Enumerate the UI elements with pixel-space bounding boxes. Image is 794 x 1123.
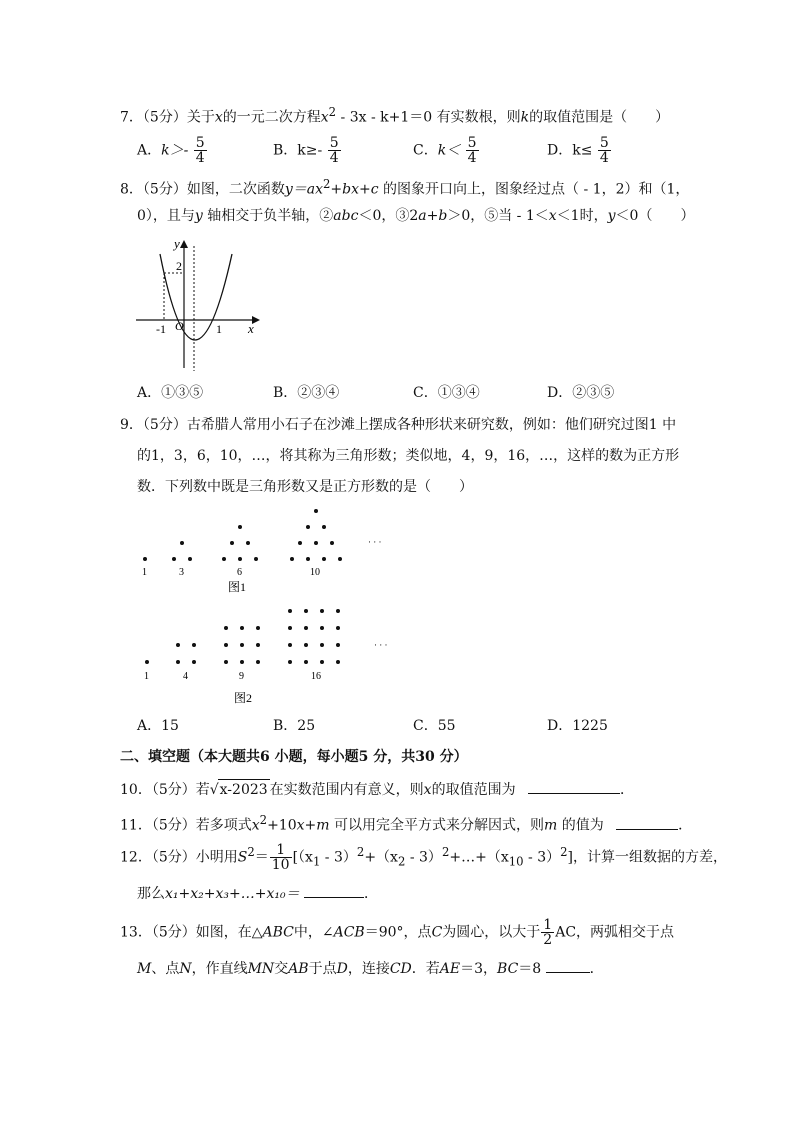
q13-stem-line2: M、点N，作直线MN交AB于点D，连接CD．若AE＝3，BC＝8 ． bbox=[137, 958, 604, 979]
q8-parabola-graph bbox=[134, 236, 274, 376]
fig1-label-3: 3 bbox=[179, 567, 184, 578]
q9-stem-line3: 数．下列数中既是三角形数又是正方形数的是（ ） bbox=[137, 479, 473, 495]
fig2-label-1: 1 bbox=[144, 671, 149, 682]
fig1-title: 图1 bbox=[228, 580, 247, 594]
q11-answer-blank[interactable] bbox=[616, 815, 678, 830]
q9-figure-2 bbox=[136, 602, 396, 708]
q10-answer-blank[interactable] bbox=[528, 779, 620, 794]
fig2-label-4: 4 bbox=[183, 671, 188, 682]
q8-option-b[interactable]: B．②③④ bbox=[273, 385, 340, 401]
q13-answer-blank[interactable] bbox=[546, 958, 590, 973]
graph-label-y: y bbox=[174, 236, 180, 251]
q9-figure-1 bbox=[136, 505, 396, 595]
triangle-1 bbox=[143, 557, 147, 561]
fig1-label-6: 6 bbox=[237, 567, 242, 578]
fig2-ellipsis: · · · bbox=[374, 640, 388, 650]
q8-option-d[interactable]: D．②③⑤ bbox=[547, 385, 615, 401]
q7-option-d[interactable]: D．k≤ $\frac{5}{4}$ bbox=[547, 135, 609, 166]
q9-option-d[interactable]: D．1225 bbox=[547, 718, 608, 734]
q10-stem: 10．（5分）若√x-2023 在实数范围内有意义，则x的取值范围为 ． bbox=[120, 779, 634, 800]
triangle-6 bbox=[222, 525, 258, 561]
q9-stem-line1: 9．（5分）古希腊人常用小石子在沙滩上摆成各种形状来研究数，例如：他们研究过图1 中 bbox=[120, 417, 677, 433]
q8-stem-line2: 0），且与y 轴相交于负半轴，②abc＜0，③2a+b＞0，⑤当 - 1＜x＜1时，y＜0（ ） bbox=[137, 208, 695, 224]
fig2-title: 图2 bbox=[234, 691, 253, 705]
graph-label-2: 2 bbox=[176, 259, 182, 273]
q12-answer-blank[interactable] bbox=[304, 883, 364, 898]
q7-option-a[interactable]: A．k＞- $\frac{5}{4}$ bbox=[137, 135, 205, 166]
q12-stem-line2: 那么x₁+x₂+x₃+…+x₁₀＝ ． bbox=[137, 883, 378, 904]
q9-option-b[interactable]: B．25 bbox=[273, 718, 316, 734]
fig2-label-9: 9 bbox=[239, 671, 244, 682]
q7-stem: 7．（5分）关于x的一元二次方程$x^2 - 3x - k+1=0$ 有实数根，则k的取值范围是（ ） bbox=[120, 105, 670, 126]
graph-label-1: 1 bbox=[216, 322, 222, 336]
graph-label-minus1: -1 bbox=[156, 322, 166, 336]
q8-stem-line1: 8．（5分）如图，二次函数$y=ax^2+bx+c$ 的图象开口向上，图象经过点（ - 1，2）和（1， bbox=[120, 177, 690, 198]
graph-label-origin: O bbox=[175, 319, 184, 333]
q7-option-b[interactable]: B．k≥- $\frac{5}{4}$ bbox=[273, 135, 339, 166]
triangle-10 bbox=[290, 509, 342, 561]
square-4 bbox=[176, 643, 196, 664]
q8-option-a[interactable]: A．①③⑤ bbox=[137, 385, 204, 401]
section-2-title: 二、填空题（本大题共6 小题，每小题5 分，共30 分） bbox=[120, 749, 468, 765]
triangle-3 bbox=[172, 541, 192, 561]
q8-option-c[interactable]: C．①③④ bbox=[413, 385, 480, 401]
q7-option-c[interactable]: C．k＜ $\frac{5}{4}$ bbox=[413, 135, 477, 166]
square-1 bbox=[145, 660, 149, 664]
q9-option-a[interactable]: A．15 bbox=[137, 718, 179, 734]
q9-option-c[interactable]: C．55 bbox=[413, 718, 456, 734]
q12-stem-line1: 12．（5分）小明用$S^2=$ $\frac{1}{10}$ [$(x_1 - 3)^2+(x_2$ - $3)^2+\dots+(x_{10} - 3)^2$]，计算一组数据的方差， bbox=[120, 842, 727, 874]
graph-label-x: x bbox=[248, 321, 254, 336]
fig1-label-10: 10 bbox=[310, 567, 320, 578]
fig1-label-1: 1 bbox=[142, 567, 147, 578]
fig1-ellipsis: · · · bbox=[368, 537, 382, 547]
square-16 bbox=[288, 609, 340, 664]
fig2-label-16: 16 bbox=[311, 671, 321, 682]
square-9 bbox=[224, 626, 260, 664]
q11-stem: 11．（5分）若多项式$x^2+10x+m$ 可以用完全平方式来分解因式，则m 的值为 ． bbox=[120, 813, 693, 834]
y-axis-arrow bbox=[180, 240, 188, 248]
q9-stem-line2: 的1，3，6，10，…，将其称为三角形数；类似地，4，9，16，…，这样的数为正方形 bbox=[137, 448, 680, 464]
q13-stem-line1: 13．（5分）如图，在△ABC中，∠ACB＝90°，点C为圆心，以大于 $\frac{1}{2}$ AC，两弧相交于点 bbox=[120, 917, 675, 948]
